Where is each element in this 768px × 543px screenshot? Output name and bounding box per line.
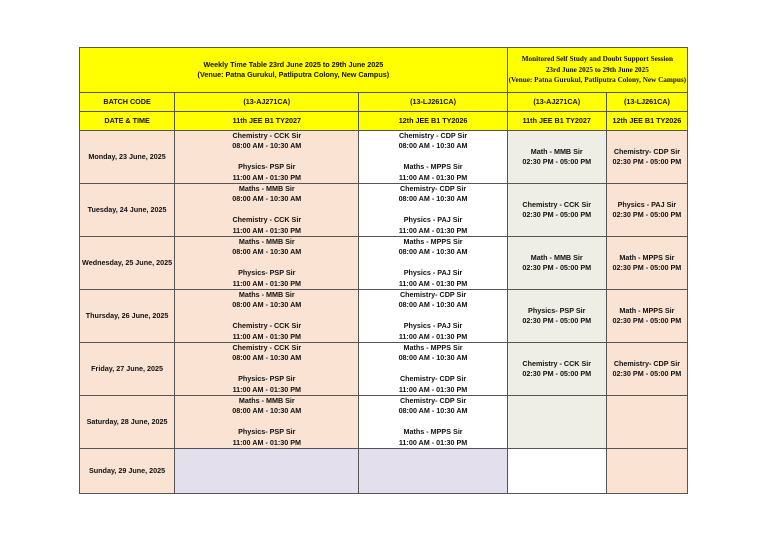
time-slot: 11:00 AM - 01:30 PM bbox=[232, 384, 302, 394]
subject-teacher: Chemistry - CCK Sir bbox=[232, 131, 302, 140]
time-slot: 02:30 PM - 05:00 PM bbox=[612, 263, 682, 273]
subject-teacher: Maths - MPPS Sir bbox=[403, 162, 463, 172]
class-cell bbox=[359, 237, 507, 290]
subject-teacher: Chemistry - CCK Sir bbox=[522, 358, 592, 368]
date-cell: Friday, 27 June, 2025 bbox=[80, 343, 175, 396]
session-cell bbox=[507, 237, 606, 290]
time-slot: 08:00 AM - 10:30 AM bbox=[398, 300, 468, 310]
day-row bbox=[80, 343, 688, 396]
monitored-session-title bbox=[507, 48, 687, 93]
time-slot: 02:30 PM - 05:00 PM bbox=[612, 369, 682, 379]
time-slot: 02:30 PM - 05:00 PM bbox=[612, 210, 682, 220]
class-cell-empty bbox=[359, 449, 507, 494]
session-cell bbox=[606, 184, 687, 237]
day-row bbox=[80, 184, 688, 237]
class-cell bbox=[175, 290, 359, 343]
subject-teacher: Physics - PAJ Sir bbox=[403, 215, 463, 225]
time-slot: 08:00 AM - 10:30 AM bbox=[232, 353, 302, 363]
title-row bbox=[80, 48, 688, 93]
batch-code-cell: (13-AJ271CA) bbox=[175, 93, 359, 112]
date-cell: Monday, 23 June, 2025 bbox=[80, 131, 175, 184]
date-cell: Wednesday, 25 June, 2025 bbox=[80, 237, 175, 290]
subject-teacher: Math - MMB Sir bbox=[530, 146, 583, 156]
session-cell-empty bbox=[606, 449, 687, 494]
session-cell-empty bbox=[507, 396, 606, 449]
timetable-title bbox=[80, 48, 508, 93]
time-slot: 11:00 AM - 01:30 PM bbox=[232, 331, 302, 341]
session-cell bbox=[606, 290, 687, 343]
subject-teacher: Maths - MMB Sir bbox=[238, 290, 295, 300]
subject-teacher: Physics - PAJ Sir bbox=[403, 321, 463, 331]
time-slot: 08:00 AM - 10:30 AM bbox=[232, 194, 302, 204]
subject-teacher: Chemistry - CCK Sir bbox=[232, 215, 302, 225]
batch-code-cell: (13-LJ261CA) bbox=[606, 93, 687, 112]
date-cell: Sunday, 29 June, 2025 bbox=[80, 449, 175, 494]
course-cell: 11th JEE B1 TY2027 bbox=[507, 112, 606, 131]
day-row bbox=[80, 290, 688, 343]
date-time-label: DATE & TIME bbox=[80, 112, 175, 131]
session-cell bbox=[507, 290, 606, 343]
day-row bbox=[80, 131, 688, 184]
subject-teacher: Physics- PSP Sir bbox=[238, 268, 296, 278]
title-line-1: Weekly Time Table 23rd June 2025 to 29th June 2025 bbox=[203, 59, 384, 69]
time-slot: 11:00 AM - 01:30 PM bbox=[398, 331, 468, 341]
session-cell-empty bbox=[606, 396, 687, 449]
subject-teacher: Maths - MMB Sir bbox=[238, 237, 295, 247]
course-row bbox=[80, 112, 688, 131]
day-row bbox=[80, 237, 688, 290]
time-slot: 08:00 AM - 10:30 AM bbox=[232, 300, 302, 310]
date-cell: Tuesday, 24 June, 2025 bbox=[80, 184, 175, 237]
time-slot: 02:30 PM - 05:00 PM bbox=[522, 316, 592, 326]
class-cell bbox=[359, 131, 507, 184]
time-slot: 02:30 PM - 05:00 PM bbox=[612, 316, 682, 326]
time-slot: 02:30 PM - 05:00 PM bbox=[522, 263, 592, 273]
time-slot: 02:30 PM - 05:00 PM bbox=[522, 157, 592, 166]
subject-teacher: Math - MPPS Sir bbox=[619, 252, 675, 262]
subject-teacher: Chemistry - CCK Sir bbox=[232, 343, 302, 353]
subject-teacher: Chemistry- CDP Sir bbox=[399, 184, 467, 194]
subject-teacher: Chemistry - CCK Sir bbox=[232, 321, 302, 331]
class-cell bbox=[175, 343, 359, 396]
time-slot: 08:00 AM - 10:30 AM bbox=[232, 247, 302, 257]
time-slot: 11:00 AM - 01:30 PM bbox=[398, 278, 468, 288]
monitored-line-3: (Venue: Patna Gurukul, Patliputra Colony, New Campus) bbox=[508, 76, 687, 85]
subject-teacher: Chemistry- CDP Sir bbox=[399, 396, 467, 406]
subject-teacher: Maths - MMB Sir bbox=[238, 396, 295, 406]
subject-teacher: Physics- PSP Sir bbox=[238, 427, 296, 437]
subject-teacher: Maths - MPPS Sir bbox=[403, 427, 463, 437]
time-slot: 02:30 PM - 05:00 PM bbox=[612, 157, 682, 166]
time-slot: 11:00 AM - 01:30 PM bbox=[398, 225, 468, 235]
time-slot: 08:00 AM - 10:30 AM bbox=[398, 247, 468, 257]
class-cell bbox=[359, 396, 507, 449]
time-slot: 02:30 PM - 05:00 PM bbox=[522, 369, 592, 379]
course-cell: 12th JEE B1 TY2026 bbox=[606, 112, 687, 131]
batch-code-cell: (13-AJ271CA) bbox=[507, 93, 606, 112]
session-cell bbox=[606, 343, 687, 396]
time-slot: 11:00 AM - 01:30 PM bbox=[232, 225, 302, 235]
subject-teacher: Chemistry- CDP Sir bbox=[613, 358, 680, 368]
subject-teacher: Math - MMB Sir bbox=[530, 252, 583, 262]
monitored-line-2: 23rd June 2025 to 29th June 2025 bbox=[545, 65, 649, 74]
time-slot: 11:00 AM - 01:30 PM bbox=[232, 172, 302, 182]
batch-code-label: BATCH CODE bbox=[80, 93, 175, 112]
batch-code-cell: (13-LJ261CA) bbox=[359, 93, 507, 112]
time-slot: 08:00 AM - 10:30 AM bbox=[232, 406, 302, 416]
subject-teacher: Maths - MMB Sir bbox=[238, 184, 295, 194]
time-slot: 08:00 AM - 10:30 AM bbox=[232, 141, 302, 151]
class-cell-empty bbox=[175, 449, 359, 494]
time-slot: 11:00 AM - 01:30 PM bbox=[232, 437, 302, 447]
monitored-line-1: Monitored Self Study and Doubt Support Session bbox=[521, 55, 673, 64]
date-cell: Saturday, 28 June, 2025 bbox=[80, 396, 175, 449]
time-slot: 11:00 AM - 01:30 PM bbox=[232, 278, 302, 288]
session-cell bbox=[507, 184, 606, 237]
session-cell-empty bbox=[507, 449, 606, 494]
class-cell bbox=[175, 184, 359, 237]
subject-teacher: Chemistry - CCK Sir bbox=[522, 199, 592, 209]
weekly-timetable bbox=[79, 47, 688, 494]
subject-teacher: Physics- PSP Sir bbox=[528, 305, 586, 315]
time-slot: 11:00 AM - 01:30 PM bbox=[398, 384, 468, 394]
course-cell: 11th JEE B1 TY2027 bbox=[175, 112, 359, 131]
time-slot: 02:30 PM - 05:00 PM bbox=[522, 210, 592, 220]
session-cell bbox=[507, 343, 606, 396]
subject-teacher: Maths - MPPS Sir bbox=[403, 343, 463, 353]
class-cell bbox=[359, 184, 507, 237]
subject-teacher: Chemistry- CDP Sir bbox=[399, 290, 467, 300]
class-cell bbox=[175, 131, 359, 184]
class-cell bbox=[175, 237, 359, 290]
session-cell bbox=[507, 131, 606, 184]
subject-teacher: Physics - PAJ Sir bbox=[617, 199, 677, 209]
subject-teacher: Chemistry - CDP Sir bbox=[398, 131, 468, 140]
session-cell bbox=[606, 131, 687, 184]
batch-code-row bbox=[80, 93, 688, 112]
time-slot: 11:00 AM - 01:30 PM bbox=[398, 437, 468, 447]
subject-teacher: Physics - PAJ Sir bbox=[403, 268, 463, 278]
day-row bbox=[80, 396, 688, 449]
class-cell bbox=[359, 343, 507, 396]
class-cell bbox=[175, 396, 359, 449]
subject-teacher: Physics- PSP Sir bbox=[238, 374, 296, 384]
session-cell bbox=[606, 237, 687, 290]
class-cell bbox=[359, 290, 507, 343]
time-slot: 08:00 AM - 10:30 AM bbox=[398, 141, 468, 151]
day-row bbox=[80, 449, 688, 494]
course-cell: 12th JEE B1 TY2026 bbox=[359, 112, 507, 131]
title-line-2: (Venue: Patna Gurukul, Patliputra Colony, New Campus) bbox=[197, 70, 390, 79]
time-slot: 08:00 AM - 10:30 AM bbox=[398, 353, 468, 363]
date-cell: Thursday, 26 June, 2025 bbox=[80, 290, 175, 343]
time-slot: 08:00 AM - 10:30 AM bbox=[398, 406, 468, 416]
subject-teacher: Maths - MPPS Sir bbox=[403, 237, 463, 247]
subject-teacher: Chemistry- CDP Sir bbox=[613, 146, 680, 156]
subject-teacher: Physics- PSP Sir bbox=[238, 162, 296, 172]
subject-teacher: Chemistry- CDP Sir bbox=[399, 374, 467, 384]
subject-teacher: Math - MPPS Sir bbox=[619, 305, 675, 315]
time-slot: 08:00 AM - 10:30 AM bbox=[398, 194, 468, 204]
time-slot: 11:00 AM - 01:30 PM bbox=[398, 172, 468, 182]
